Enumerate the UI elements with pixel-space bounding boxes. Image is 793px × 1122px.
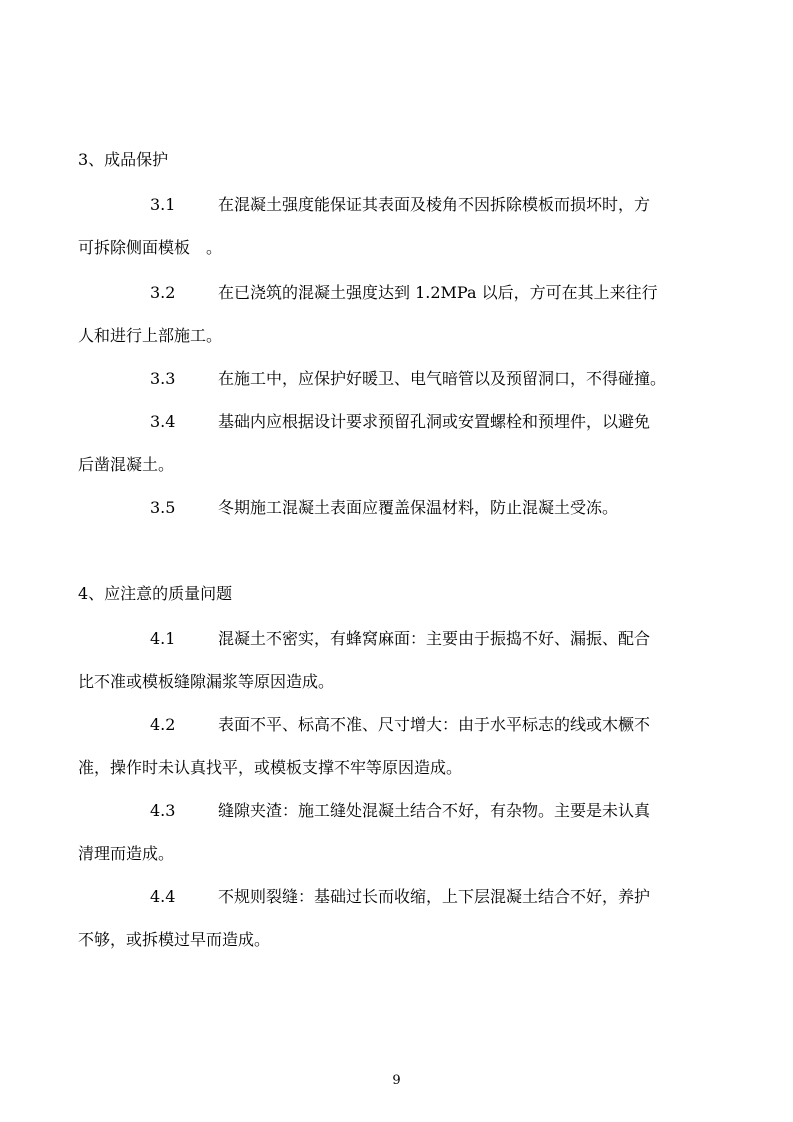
item-text-3-3-line-1: 在施工中，应保护好暖卫、电气暗管以及预留洞口，不得碰撞。 bbox=[218, 369, 667, 388]
item-number-4-3: 4.3 bbox=[150, 801, 176, 820]
item-number-3-3: 3.3 bbox=[150, 369, 176, 388]
item-text-4-3-line-2: 清理而造成。 bbox=[78, 844, 175, 863]
page-number: 9 bbox=[392, 1073, 401, 1088]
item-number-3-4: 3.4 bbox=[150, 412, 176, 431]
item-number-4-4: 4.4 bbox=[150, 887, 176, 906]
item-text-4-3-line-1: 缝隙夹渣：施工缝处混凝土结合不好，有杂物。主要是未认真 bbox=[218, 801, 651, 820]
section-heading-3: 3、成品保护 bbox=[78, 150, 169, 169]
item-text-4-4-line-2: 不够，或拆模过早而造成。 bbox=[78, 930, 271, 949]
section-heading-4: 4、应注意的质量问题 bbox=[78, 584, 233, 603]
item-text-3-4-line-1: 基础内应根据设计要求预留孔洞或安置螺栓和预埋件，以避免 bbox=[218, 412, 651, 431]
item-text-4-2-line-1: 表面不平、标高不准、尺寸增大：由于水平标志的线或木橛不 bbox=[218, 715, 651, 734]
item-text-3-2-line-1: 在已浇筑的混凝土强度达到 1.2MPa 以后，方可在其上来往行 bbox=[218, 283, 658, 302]
item-text-4-4-line-1: 不规则裂缝：基础过长而收缩，上下层混凝土结合不好，养护 bbox=[218, 887, 651, 906]
item-text-4-1-line-1: 混凝土不密实，有蜂窝麻面：主要由于振捣不好、漏振、配合 bbox=[218, 629, 651, 648]
item-text-3-1-line-2: 可拆除侧面模板 。 bbox=[78, 238, 223, 257]
item-number-3-2: 3.2 bbox=[150, 283, 176, 302]
item-text-4-1-line-2: 比不准或模板缝隙漏浆等原因造成。 bbox=[78, 672, 335, 691]
item-text-4-2-line-2: 准，操作时未认真找平，或模板支撑不牢等原因造成。 bbox=[78, 758, 463, 777]
item-text-3-1-line-1: 在混凝土强度能保证其表面及棱角不因拆除模板而损坏时，方 bbox=[218, 195, 651, 214]
item-text-3-4-line-2: 后凿混凝土。 bbox=[78, 455, 175, 474]
item-text-3-5-line-1: 冬期施工混凝土表面应覆盖保温材料，防止混凝土受冻。 bbox=[218, 498, 619, 517]
item-number-3-5: 3.5 bbox=[150, 498, 176, 517]
item-number-3-1: 3.1 bbox=[150, 195, 176, 214]
item-number-4-1: 4.1 bbox=[150, 629, 176, 648]
item-number-4-2: 4.2 bbox=[150, 715, 176, 734]
item-text-3-2-line-2: 人和进行上部施工。 bbox=[78, 326, 223, 345]
